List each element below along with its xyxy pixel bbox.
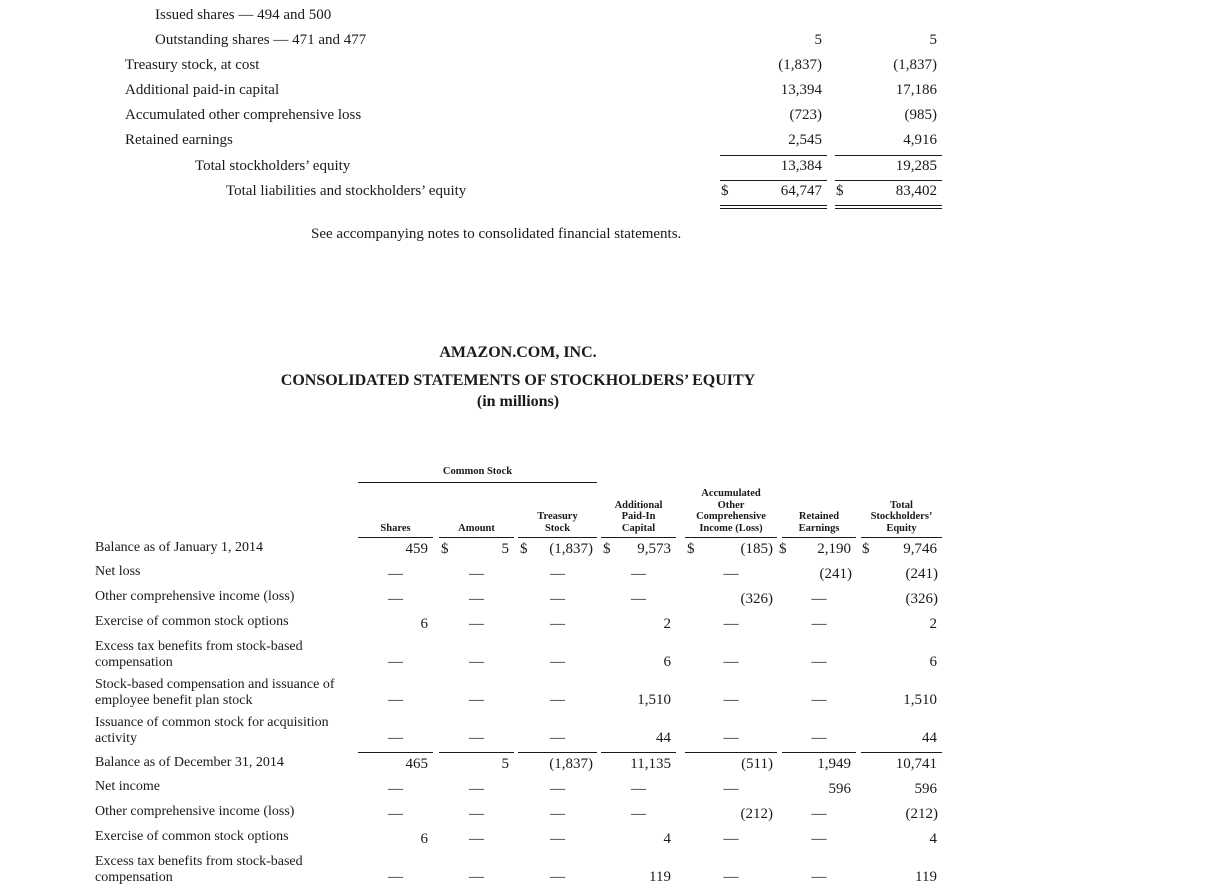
currency-symbol: $ (779, 541, 787, 557)
subtotal-rule (358, 752, 433, 753)
dash-cell: — (723, 831, 739, 847)
subtotal-rule (601, 752, 676, 753)
dash-cell: — (469, 831, 484, 847)
value-cell: (326) (740, 591, 773, 607)
column-header: Accumulated Other Comprehensive Income (Loss) (696, 488, 766, 534)
balance-sheet-value-2014: (723) (789, 107, 822, 123)
value-cell: 596 (914, 781, 937, 797)
value-cell: 10,741 (895, 756, 937, 772)
balance-sheet-value-2015: (985) (904, 107, 937, 123)
value-cell: (241) (819, 566, 852, 582)
subtotal-rule (518, 752, 597, 753)
subtotal-rule (782, 752, 856, 753)
value-cell: 119 (649, 869, 671, 885)
column-header-rule (685, 537, 777, 538)
value-cell: (1,837) (549, 756, 593, 772)
currency-symbol: $ (520, 541, 528, 557)
dash-cell: — (550, 591, 565, 607)
row-label: Issuance of common stock for acquisition activity (95, 715, 329, 746)
value-cell: 465 (405, 756, 428, 772)
dash-cell: — (811, 730, 827, 746)
column-header-rule (439, 537, 514, 538)
value-cell: 5 (501, 541, 509, 557)
footnote-text: See accompanying notes to consolidated financial statements. (311, 226, 682, 242)
subtotal-rule (685, 752, 777, 753)
value-cell: 9,746 (903, 541, 937, 557)
value-cell: 4 (929, 831, 937, 847)
balance-sheet-value-2015: 83,402 (895, 183, 937, 199)
value-cell: 6 (929, 654, 937, 670)
column-header: Total Stockholders’ Equity (870, 499, 933, 534)
column-header: Additional Paid-In Capital (614, 499, 663, 534)
dash-cell: — (550, 730, 565, 746)
total-double-rule (835, 205, 942, 209)
dash-cell: — (388, 869, 403, 885)
row-label: Excess tax benefits from stock-based compensation (95, 639, 303, 670)
row-label: Exercise of common stock options (95, 829, 289, 844)
dash-cell: — (550, 566, 565, 582)
currency-symbol: $ (862, 541, 870, 557)
dash-cell: — (631, 806, 646, 822)
currency-symbol: $ (687, 541, 695, 557)
value-cell: 119 (915, 869, 937, 885)
dash-cell: — (469, 591, 484, 607)
dash-cell: — (469, 692, 484, 708)
dash-cell: — (723, 566, 739, 582)
balance-sheet-value-2015: 19,285 (895, 158, 937, 174)
row-label: Balance as of January 1, 2014 (95, 540, 263, 555)
dash-cell: — (550, 654, 565, 670)
value-cell: (326) (905, 591, 938, 607)
dash-cell: — (388, 591, 403, 607)
balance-sheet-label: Total liabilities and stockholders’ equity (226, 183, 467, 199)
statement-units: (in millions) (476, 393, 560, 410)
row-label: Balance as of December 31, 2014 (95, 755, 284, 770)
dash-cell: — (550, 692, 565, 708)
currency-symbol: $ (441, 541, 449, 557)
value-cell: (212) (905, 806, 938, 822)
dash-cell: — (811, 692, 827, 708)
subtotal-rule (720, 155, 827, 156)
value-cell: (241) (905, 566, 938, 582)
column-header: Treasury Stock (537, 511, 578, 534)
currency-symbol: $ (603, 541, 611, 557)
dash-cell: — (388, 781, 403, 797)
company-name: AMAZON.COM, INC. (439, 344, 597, 361)
dash-cell: — (469, 806, 484, 822)
value-cell: (185) (740, 541, 773, 557)
currency-symbol: $ (836, 183, 844, 199)
dash-cell: — (550, 869, 565, 885)
balance-sheet-value-2015: 4,916 (903, 132, 937, 148)
value-cell: 11,135 (630, 756, 671, 772)
row-label: Exercise of common stock options (95, 614, 289, 629)
statement-title: CONSOLIDATED STATEMENTS OF STOCKHOLDERS’ EQUITY (280, 372, 756, 389)
group-header-common-stock: Common Stock (442, 466, 513, 477)
value-cell: 9,573 (637, 541, 671, 557)
dash-cell: — (550, 806, 565, 822)
balance-sheet-value-2014: 13,394 (780, 82, 822, 98)
dash-cell: — (388, 730, 403, 746)
dash-cell: — (723, 869, 739, 885)
balance-sheet-value-2015: 17,186 (895, 82, 937, 98)
dash-cell: — (811, 831, 827, 847)
row-label: Net loss (95, 564, 141, 579)
row-label: Net income (95, 779, 160, 794)
dash-cell: — (811, 616, 827, 632)
balance-sheet-value-2015: 5 (929, 32, 937, 48)
value-cell: 2,190 (817, 541, 851, 557)
subtotal-rule (861, 752, 942, 753)
column-header-rule (861, 537, 942, 538)
value-cell: 6 (420, 616, 428, 632)
dash-cell: — (811, 654, 827, 670)
row-label: Stock-based compensation and issuance of employee benefit plan stock (95, 677, 335, 708)
dash-cell: — (469, 730, 484, 746)
dash-cell: — (469, 869, 484, 885)
dash-cell: — (723, 730, 739, 746)
value-cell: 2 (929, 616, 937, 632)
dash-cell: — (723, 781, 739, 797)
value-cell: 44 (656, 730, 671, 746)
value-cell: (511) (741, 756, 773, 772)
dash-cell: — (388, 566, 403, 582)
subtotal-rule (835, 155, 942, 156)
value-cell: 6 (420, 831, 428, 847)
value-cell: (1,837) (549, 541, 593, 557)
balance-sheet-label: Treasury stock, at cost (125, 57, 260, 73)
balance-sheet-value-2014: (1,837) (778, 57, 822, 73)
dash-cell: — (469, 616, 484, 632)
value-cell: 2 (663, 616, 671, 632)
dash-cell: — (811, 591, 827, 607)
column-header-rule (782, 537, 856, 538)
value-cell: 459 (405, 541, 428, 557)
dash-cell: — (723, 616, 739, 632)
dash-cell: — (631, 566, 646, 582)
currency-symbol: $ (721, 183, 729, 199)
subtotal-rule (720, 180, 827, 181)
dash-cell: — (723, 692, 739, 708)
value-cell: 5 (501, 756, 509, 772)
dash-cell: — (550, 781, 565, 797)
dash-cell: — (811, 869, 827, 885)
dash-cell: — (388, 654, 403, 670)
subtotal-rule (439, 752, 514, 753)
column-header: Retained Earnings (798, 511, 840, 534)
dash-cell: — (723, 654, 739, 670)
subtotal-rule (835, 180, 942, 181)
dash-cell: — (631, 591, 646, 607)
group-header-rule (358, 482, 597, 483)
balance-sheet-label: Additional paid-in capital (125, 82, 280, 98)
balance-sheet-value-2014: 13,384 (780, 158, 822, 174)
dash-cell: — (550, 831, 565, 847)
dash-cell: — (550, 616, 565, 632)
balance-sheet-value-2014: 2,545 (788, 132, 822, 148)
column-header: Amount (458, 522, 495, 534)
value-cell: 1,510 (903, 692, 937, 708)
balance-sheet-label: Outstanding shares — 471 and 477 (155, 32, 367, 48)
row-label: Other comprehensive income (loss) (95, 589, 295, 604)
column-header: Shares (380, 522, 411, 534)
balance-sheet-label: Retained earnings (125, 132, 233, 148)
column-header-rule (601, 537, 676, 538)
total-double-rule (720, 205, 827, 209)
row-label: Other comprehensive income (loss) (95, 804, 295, 819)
dash-cell: — (388, 692, 403, 708)
balance-sheet-value-2014: 5 (814, 32, 822, 48)
value-cell: 6 (663, 654, 671, 670)
column-header-rule (518, 537, 597, 538)
dash-cell: — (388, 806, 403, 822)
row-label: Excess tax benefits from stock-based compensation (95, 854, 303, 885)
value-cell: 1,949 (817, 756, 851, 772)
balance-sheet-label: Accumulated other comprehensive loss (125, 107, 362, 123)
column-header-rule (358, 537, 433, 538)
value-cell: 4 (663, 831, 671, 847)
value-cell: (212) (740, 806, 773, 822)
value-cell: 44 (922, 730, 937, 746)
dash-cell: — (469, 781, 484, 797)
dash-cell: — (469, 654, 484, 670)
balance-sheet-label: Issued shares — 494 and 500 (155, 7, 332, 23)
balance-sheet-value-2015: (1,837) (893, 57, 937, 73)
dash-cell: — (631, 781, 646, 797)
dash-cell: — (811, 806, 827, 822)
value-cell: 596 (828, 781, 851, 797)
balance-sheet-value-2014: 64,747 (780, 183, 822, 199)
value-cell: 1,510 (637, 692, 671, 708)
balance-sheet-label: Total stockholders’ equity (195, 158, 351, 174)
dash-cell: — (469, 566, 484, 582)
